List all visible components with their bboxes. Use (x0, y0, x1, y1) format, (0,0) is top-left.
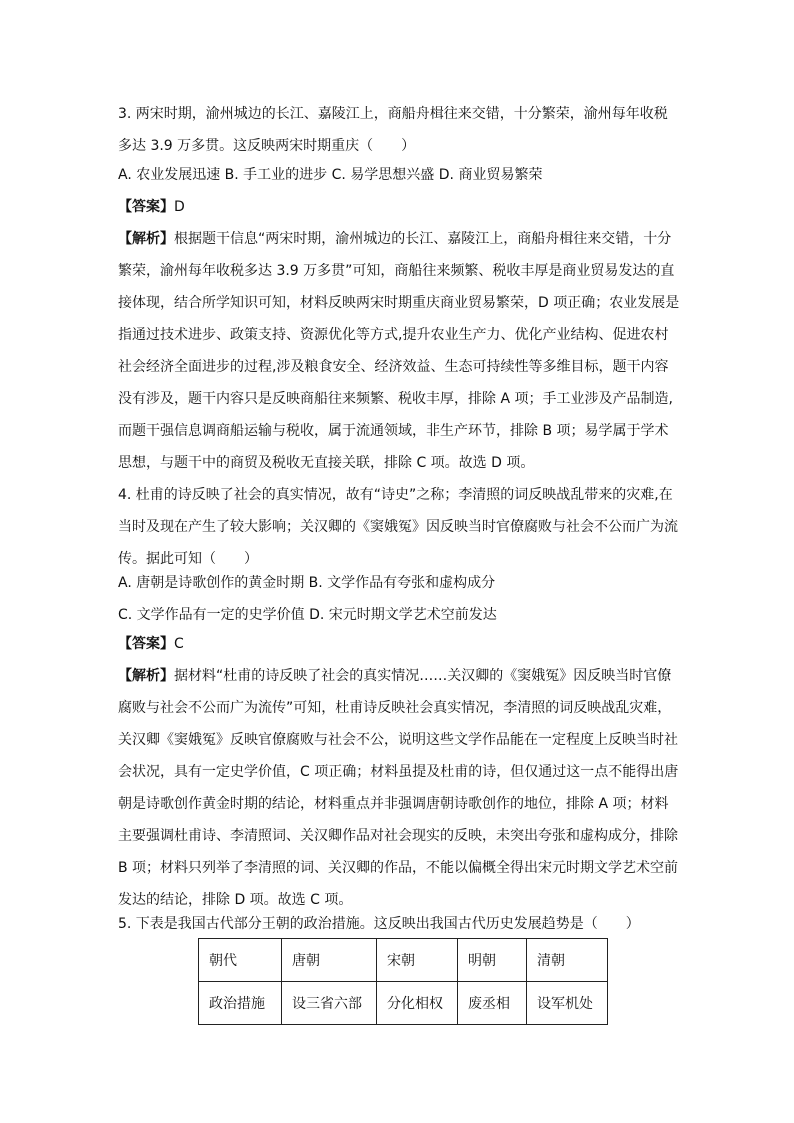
analysis-text: 没有涉及，题干内容只是反映商船往来频繁、税收丰厚，排除 A 项；手工业涉及产品制造, (118, 391, 673, 407)
analysis-text: 社会经济全面进步的过程,涉及粮食安全、经济效益、生态可持续性等多维目标，题干内容 (118, 359, 669, 375)
analysis-label: 【解析】 (118, 231, 174, 247)
question-4-stem-line: 传。据此可知（ ） (118, 551, 258, 567)
analysis-text: 发达的结论，排除 D 项。故选 C 项。 (118, 892, 353, 908)
analysis-text: 据材料“杜甫的诗反映了社会的真实情况……关汉卿的《窦娥冤》因反映当时官僚 (174, 668, 672, 684)
question-4-options-line: C. 文学作品有一定的史学价值 D. 宋元时期文学艺术空前发达 (118, 607, 497, 623)
question-3-answer (118, 191, 678, 223)
analysis-text: 接体现，结合所学知识可知，材料反映两宋时期重庆商业贸易繁荣，D 项正确；农业发展是 (118, 295, 680, 311)
analysis-text: 而题干强信息调商船运输与税收，属于流通领域，非生产环节，排除 B 项；易学属于学术 (118, 423, 669, 439)
policy-table (198, 938, 608, 1025)
analysis-text: B 项；材料只列举了李清照的词、关汉卿的作品，不能以偏概全得出宋元时期文学艺术空前 (118, 860, 679, 876)
analysis-text: 主要强调杜甫诗、李清照词、关汉卿作品对社会现实的反映，未突出夸张和虚构成分，排除 (118, 828, 678, 844)
table-cell: 设军机处 (527, 982, 608, 1025)
analysis-text: 指通过技术进步、政策支持、资源优化等方式,提升农业生产力、优化产业结构、促进农村 (118, 327, 669, 343)
answer-label: 【答案】 (118, 636, 174, 652)
analysis-label: 【解析】 (118, 668, 174, 684)
question-4-answer (118, 628, 678, 660)
table-cell: 朝代 (199, 939, 282, 982)
question-4-stem-line: 4. 杜甫的诗反映了社会的真实情况，故有“诗史”之称；李清照的词反映战乱带来的灾难,在 (118, 487, 673, 503)
question-3-stem (118, 98, 678, 162)
analysis-text: 腐败与社会不公而广为流传”可知，杜甫诗反映社会真实情况，李清照的词反映战乱灾难， (118, 700, 672, 716)
table-cell: 唐朝 (282, 939, 377, 982)
analysis-text: 繁荣，渝州每年收税多达 3.9 万多贯”可知，商船往来频繁、税收丰厚是商业贸易发达的直 (118, 263, 675, 279)
answer-value: C (174, 636, 184, 652)
analysis-text: 朝是诗歌创作黄金时期的结论，材料重点并非强调唐朝诗歌创作的地位，排除 A 项；材料 (118, 796, 669, 812)
analysis-text: 关汉卿《窦娥冤》反映官僚腐败与社会不公，说明这些文学作品能在一定程度上反映当时社 (118, 732, 678, 748)
table-cell: 明朝 (458, 939, 527, 982)
table-cell: 宋朝 (377, 939, 458, 982)
question-4-stem (118, 479, 678, 575)
table-row (199, 982, 608, 1025)
question-3-stem-line: 多达 3.9 万多贯。这反映两宋时期重庆（ ） (118, 138, 416, 154)
question-3-stem-line: 3. 两宋时期，渝州城边的长江、嘉陵江上，商船舟楫往来交错，十分繁荣，渝州每年收税 (118, 106, 668, 122)
question-4-options-line: A. 唐朝是诗歌创作的黄金时期 B. 文学作品有夸张和虚构成分 (118, 575, 496, 591)
question-4-stem-line: 当时及现在产生了较大影响；关汉卿的《窦娥冤》因反映当时官僚腐败与社会不公而广为流 (118, 519, 678, 535)
analysis-text: 根据题干信息“两宋时期，渝州城边的长江、嘉陵江上，商船舟楫往来交错，十分 (174, 231, 672, 247)
table-cell: 设三省六部 (282, 982, 377, 1025)
answer-value: D (174, 199, 185, 215)
question-4-options (118, 567, 678, 631)
table-cell: 清朝 (527, 939, 608, 982)
question-3-options-line: A. 农业发展迅速 B. 手工业的进步 C. 易学思想兴盛 D. 商业贸易繁荣 (118, 167, 543, 183)
analysis-text: 会状况，具有一定史学价值，C 项正确；材料虽提及杜甫的诗，但仅通过这一点不能得出唐 (118, 764, 679, 780)
question-5-stem (118, 908, 678, 940)
answer-label: 【答案】 (118, 199, 174, 215)
table-cell: 分化相权 (377, 982, 458, 1025)
question-3-analysis (118, 223, 678, 479)
question-3-options (118, 159, 678, 191)
table-cell: 政治措施 (199, 982, 282, 1025)
table-row (199, 939, 608, 982)
analysis-text: 思想，与题干中的商贸及税收无直接关联，排除 C 项。故选 D 项。 (118, 455, 535, 471)
question-4-analysis (118, 660, 678, 916)
table-cell: 废丞相 (458, 982, 527, 1025)
question-5-stem-line: 5. 下表是我国古代部分王朝的政治措施。这反映出我国古代历史发展趋势是（ ） (118, 916, 640, 932)
